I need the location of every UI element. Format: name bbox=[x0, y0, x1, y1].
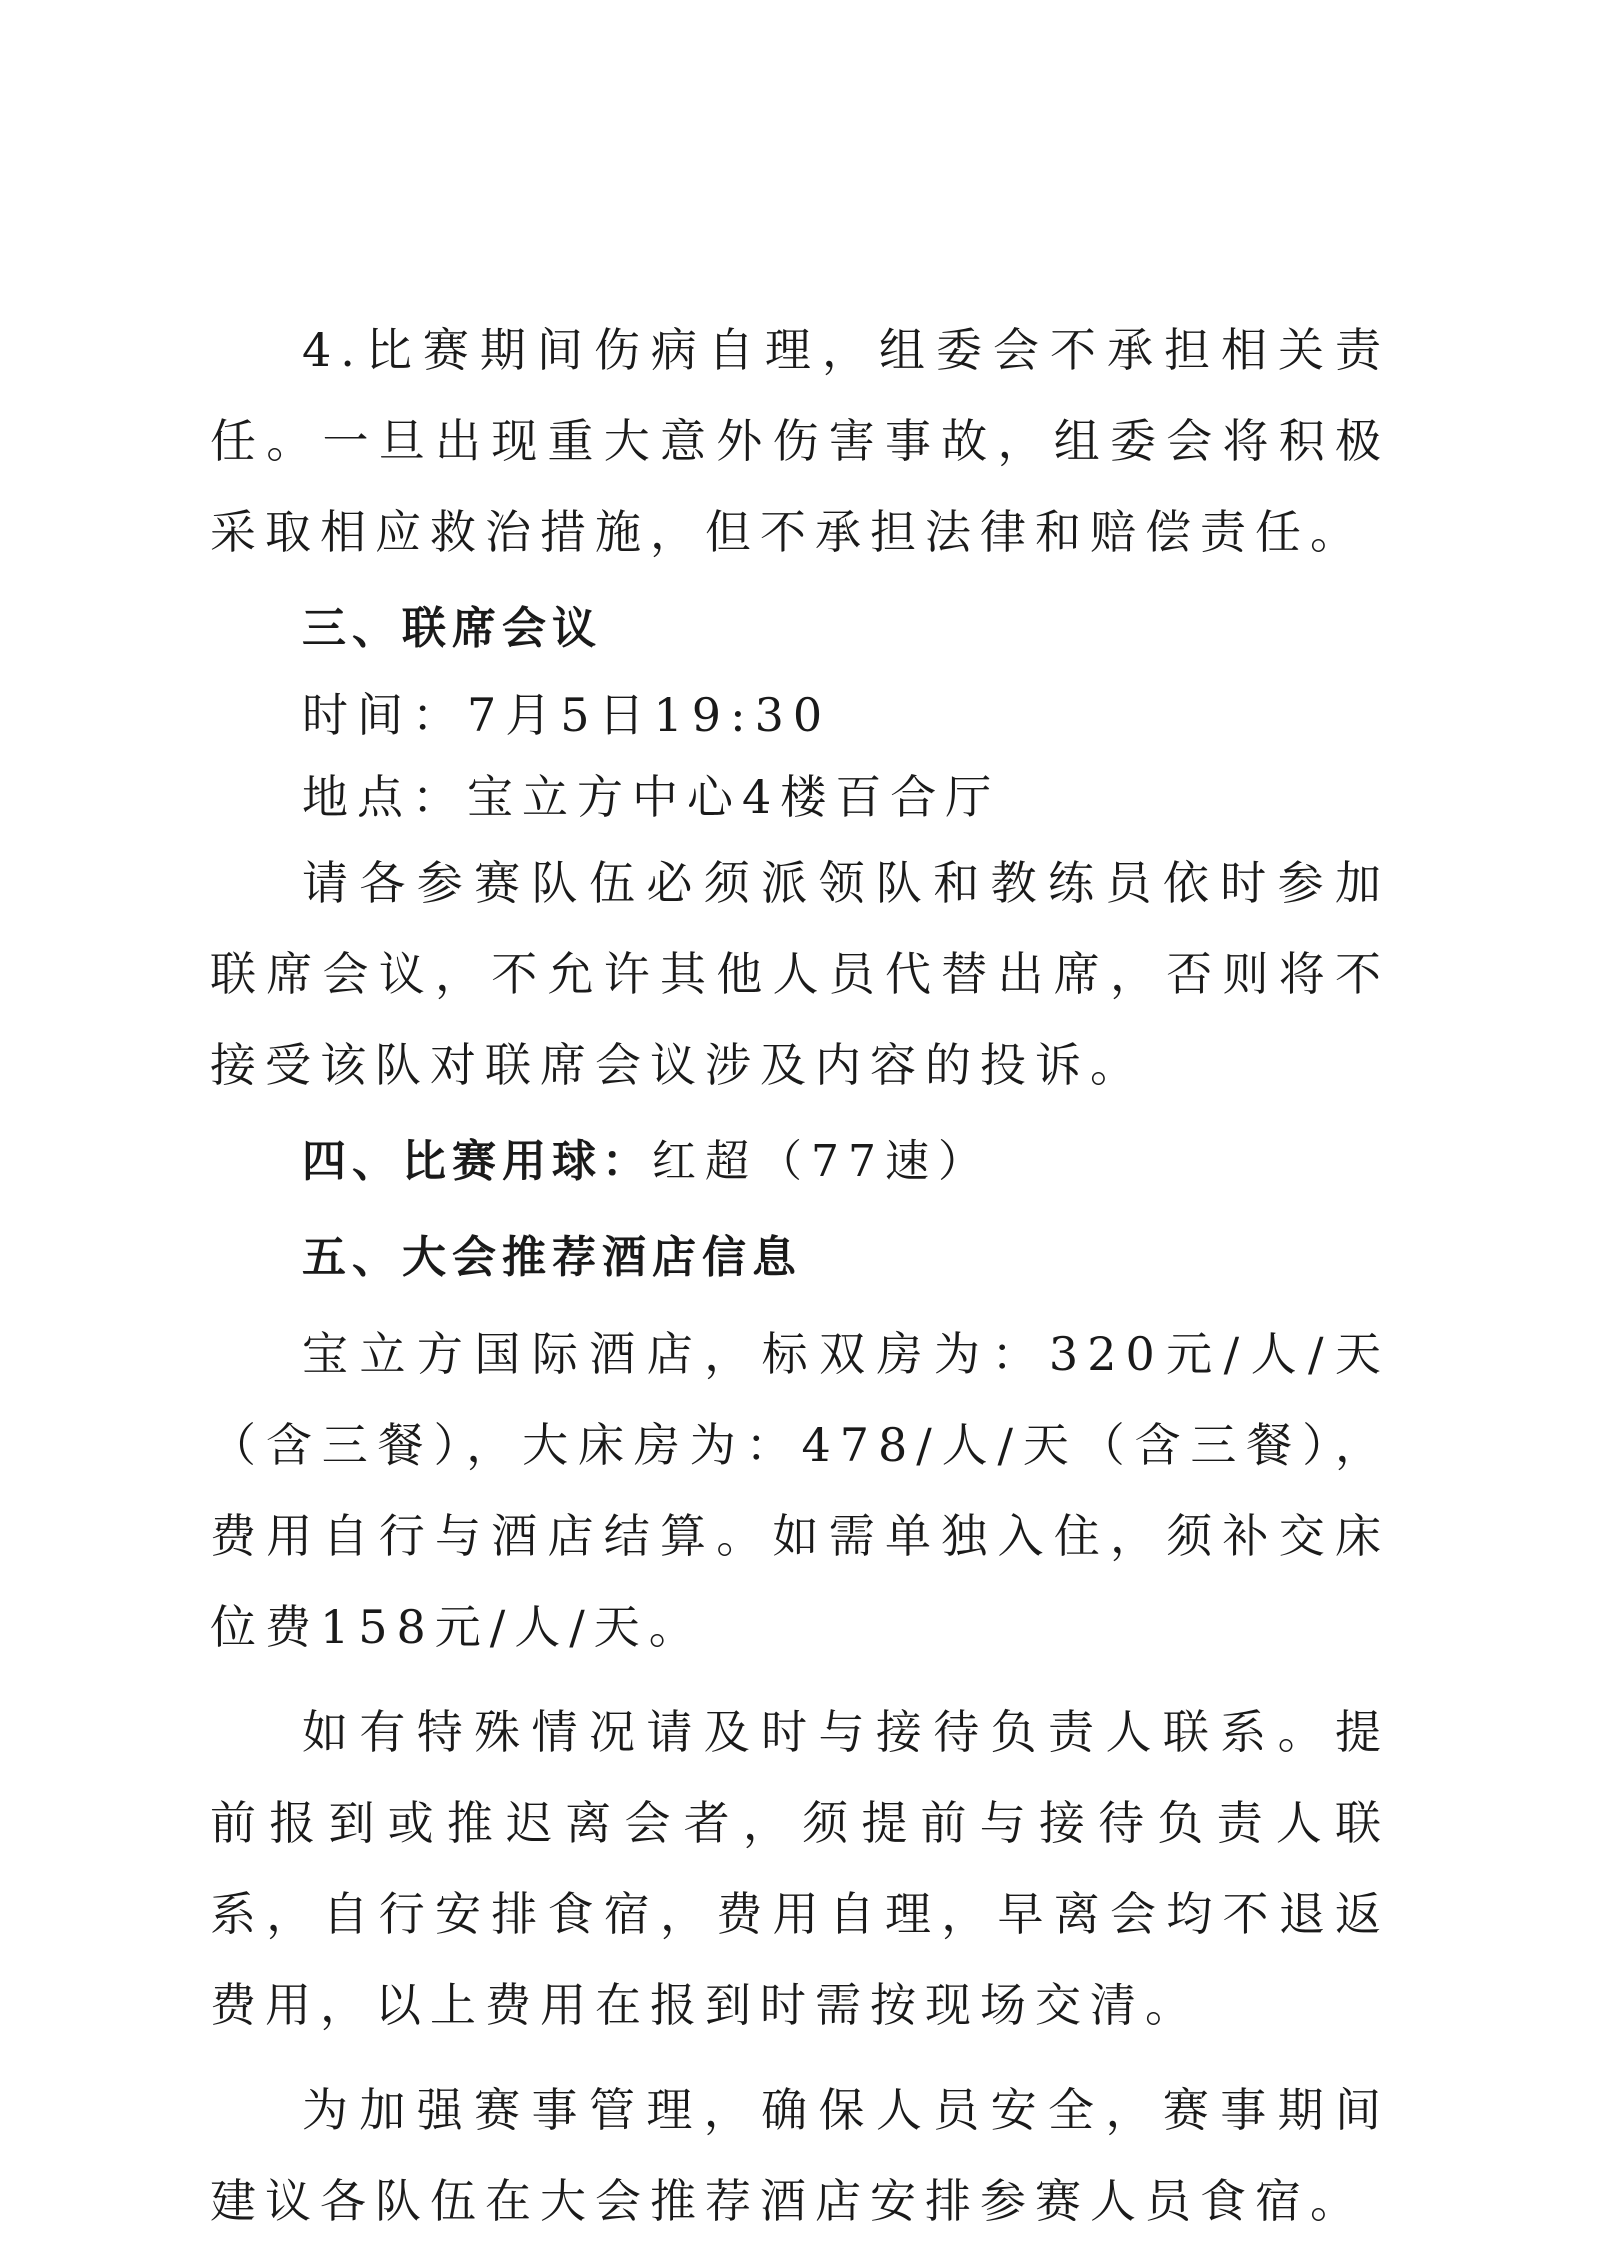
meeting-place: 地点：宝立方中心4楼百合厅 bbox=[302, 770, 1001, 824]
item-4-paragraph: 4.比赛期间伤病自理，组委会不承担相关责任。一旦出现重大意外伤害事故，组委会将积极采取相应救治措施，但不承担法律和赔偿责任。 bbox=[210, 323, 1390, 559]
meeting-time: 时间：7月5日19:30 bbox=[302, 688, 832, 742]
section-4-title: 四、比赛用球： bbox=[302, 1136, 652, 1187]
hotel-info-paragraph: 宝立方国际酒店，标双房为：320元/人/天（含三餐），大床房为：478/人/天（含三餐），费用自行与酒店结算。如需单独入住，须补交床位费158元/人/天。 bbox=[210, 1327, 1390, 1654]
section-3-heading: 三、联席会议 bbox=[302, 603, 602, 654]
section-4-heading bbox=[210, 1117, 1390, 1207]
document-body bbox=[210, 305, 1390, 2247]
meeting-note-paragraph: 请各参赛队伍必须派领队和教练员依时参加联席会议，不允许其他人员代替出席，否则将不接受该队对联席会议涉及内容的投诉。 bbox=[210, 856, 1390, 1092]
contact-paragraph: 如有特殊情况请及时与接待负责人联系。提前报到或推迟离会者，须提前与接待负责人联系，自行安排食宿，费用自理，早离会均不退返费用，以上费用在报到时需按现场交清。 bbox=[210, 1705, 1390, 2032]
match-ball-value: 红超（77速） bbox=[652, 1136, 991, 1187]
safety-paragraph: 为加强赛事管理，确保人员安全，赛事期间建议各队伍在大会推荐酒店安排参赛人员食宿。 bbox=[210, 2083, 1390, 2228]
section-5-heading: 五、大会推荐酒店信息 bbox=[302, 1232, 802, 1283]
